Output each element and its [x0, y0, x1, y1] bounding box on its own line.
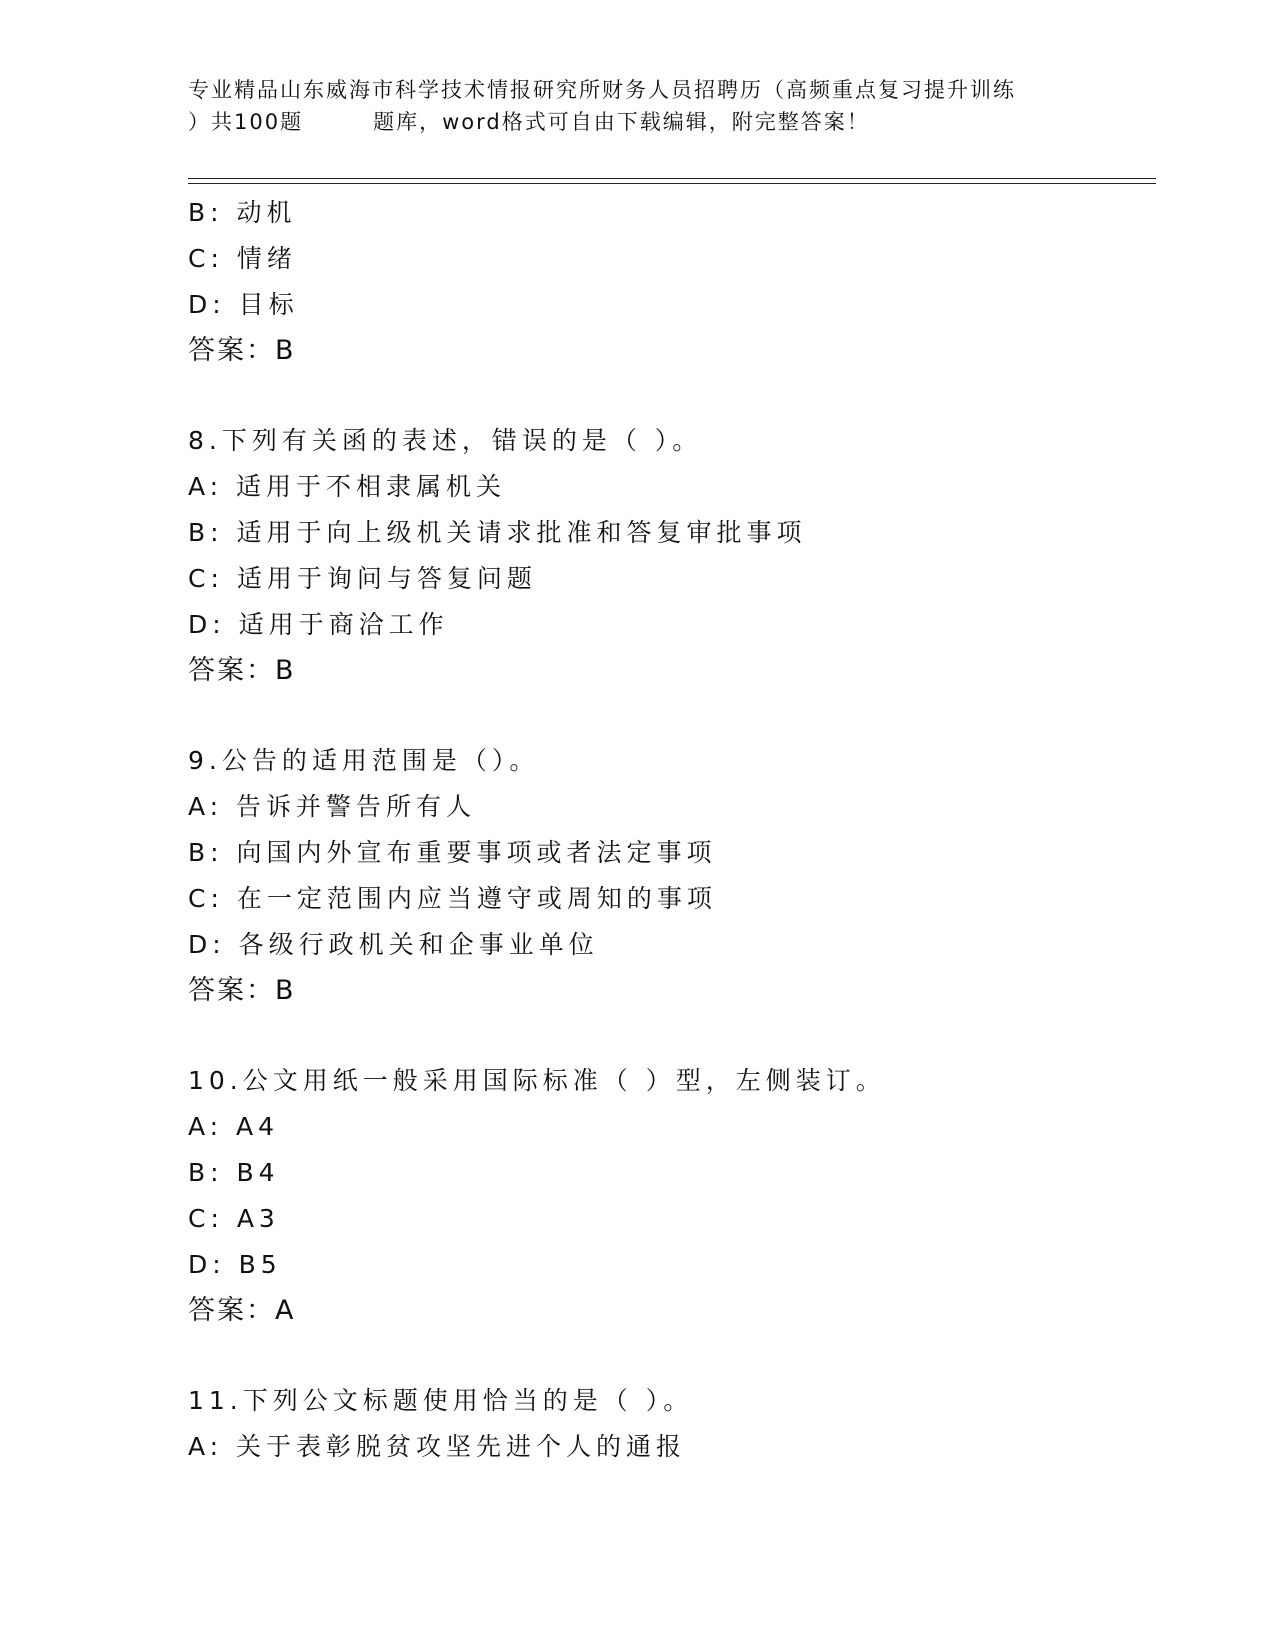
header-divider-top — [188, 178, 1156, 179]
question-block-10 — [188, 1058, 1148, 1334]
option-c: C: 适用于询问与答复问题 — [188, 564, 537, 593]
header-question-count: ）共100题 — [188, 110, 304, 134]
header-subtitle-line — [188, 106, 1088, 138]
question-text: 10.公文用纸一般采用国际标准（ ）型，左侧装订。 — [188, 1066, 886, 1095]
document-body — [188, 190, 1148, 1470]
question-block-partial — [188, 190, 1148, 374]
question-block-11 — [188, 1378, 1148, 1470]
answer-line: 答案：A — [188, 1295, 296, 1326]
option-c: C: 在一定范围内应当遵守或周知的事项 — [188, 884, 717, 913]
question-text: 11.下列公文标题使用恰当的是（ ）。 — [188, 1386, 694, 1415]
question-block-9 — [188, 738, 1148, 1014]
option-a: A: 适用于不相隶属机关 — [188, 472, 507, 501]
option-d: D: B5 — [188, 1250, 282, 1279]
header-divider-bottom — [188, 183, 1156, 184]
answer-line: 答案：B — [188, 975, 296, 1006]
option-a: A: 关于表彰脱贫攻坚先进个人的通报 — [188, 1432, 687, 1461]
option-b: B: 动机 — [188, 198, 297, 227]
option-b: B: 向国内外宣布重要事项或者法定事项 — [188, 838, 717, 867]
header-title-line: 专业精品山东威海市科学技术情报研究所财务人员招聘历（高频重点复习提升训练 — [188, 78, 1016, 102]
option-d: D: 适用于商洽工作 — [188, 610, 449, 639]
option-a: A: A4 — [188, 1112, 280, 1141]
document-header — [188, 74, 1088, 138]
option-c: C: A3 — [188, 1204, 280, 1233]
question-text: 9.公告的适用范围是（）。 — [188, 746, 540, 775]
option-c: C: 情绪 — [188, 244, 297, 273]
option-d: D: 目标 — [188, 290, 299, 319]
question-text: 8.下列有关函的表述，错误的是（ ）。 — [188, 426, 703, 455]
answer-line: 答案：B — [188, 655, 296, 686]
header-description: 题库，word格式可自由下载编辑，附完整答案！ — [373, 110, 870, 134]
option-b: B: 适用于向上级机关请求批准和答复审批事项 — [188, 518, 807, 547]
option-a: A: 告诉并警告所有人 — [188, 792, 477, 821]
option-b: B: B4 — [188, 1158, 280, 1187]
answer-line: 答案：B — [188, 335, 296, 366]
option-d: D: 各级行政机关和企事业单位 — [188, 930, 599, 959]
question-block-8 — [188, 418, 1148, 694]
